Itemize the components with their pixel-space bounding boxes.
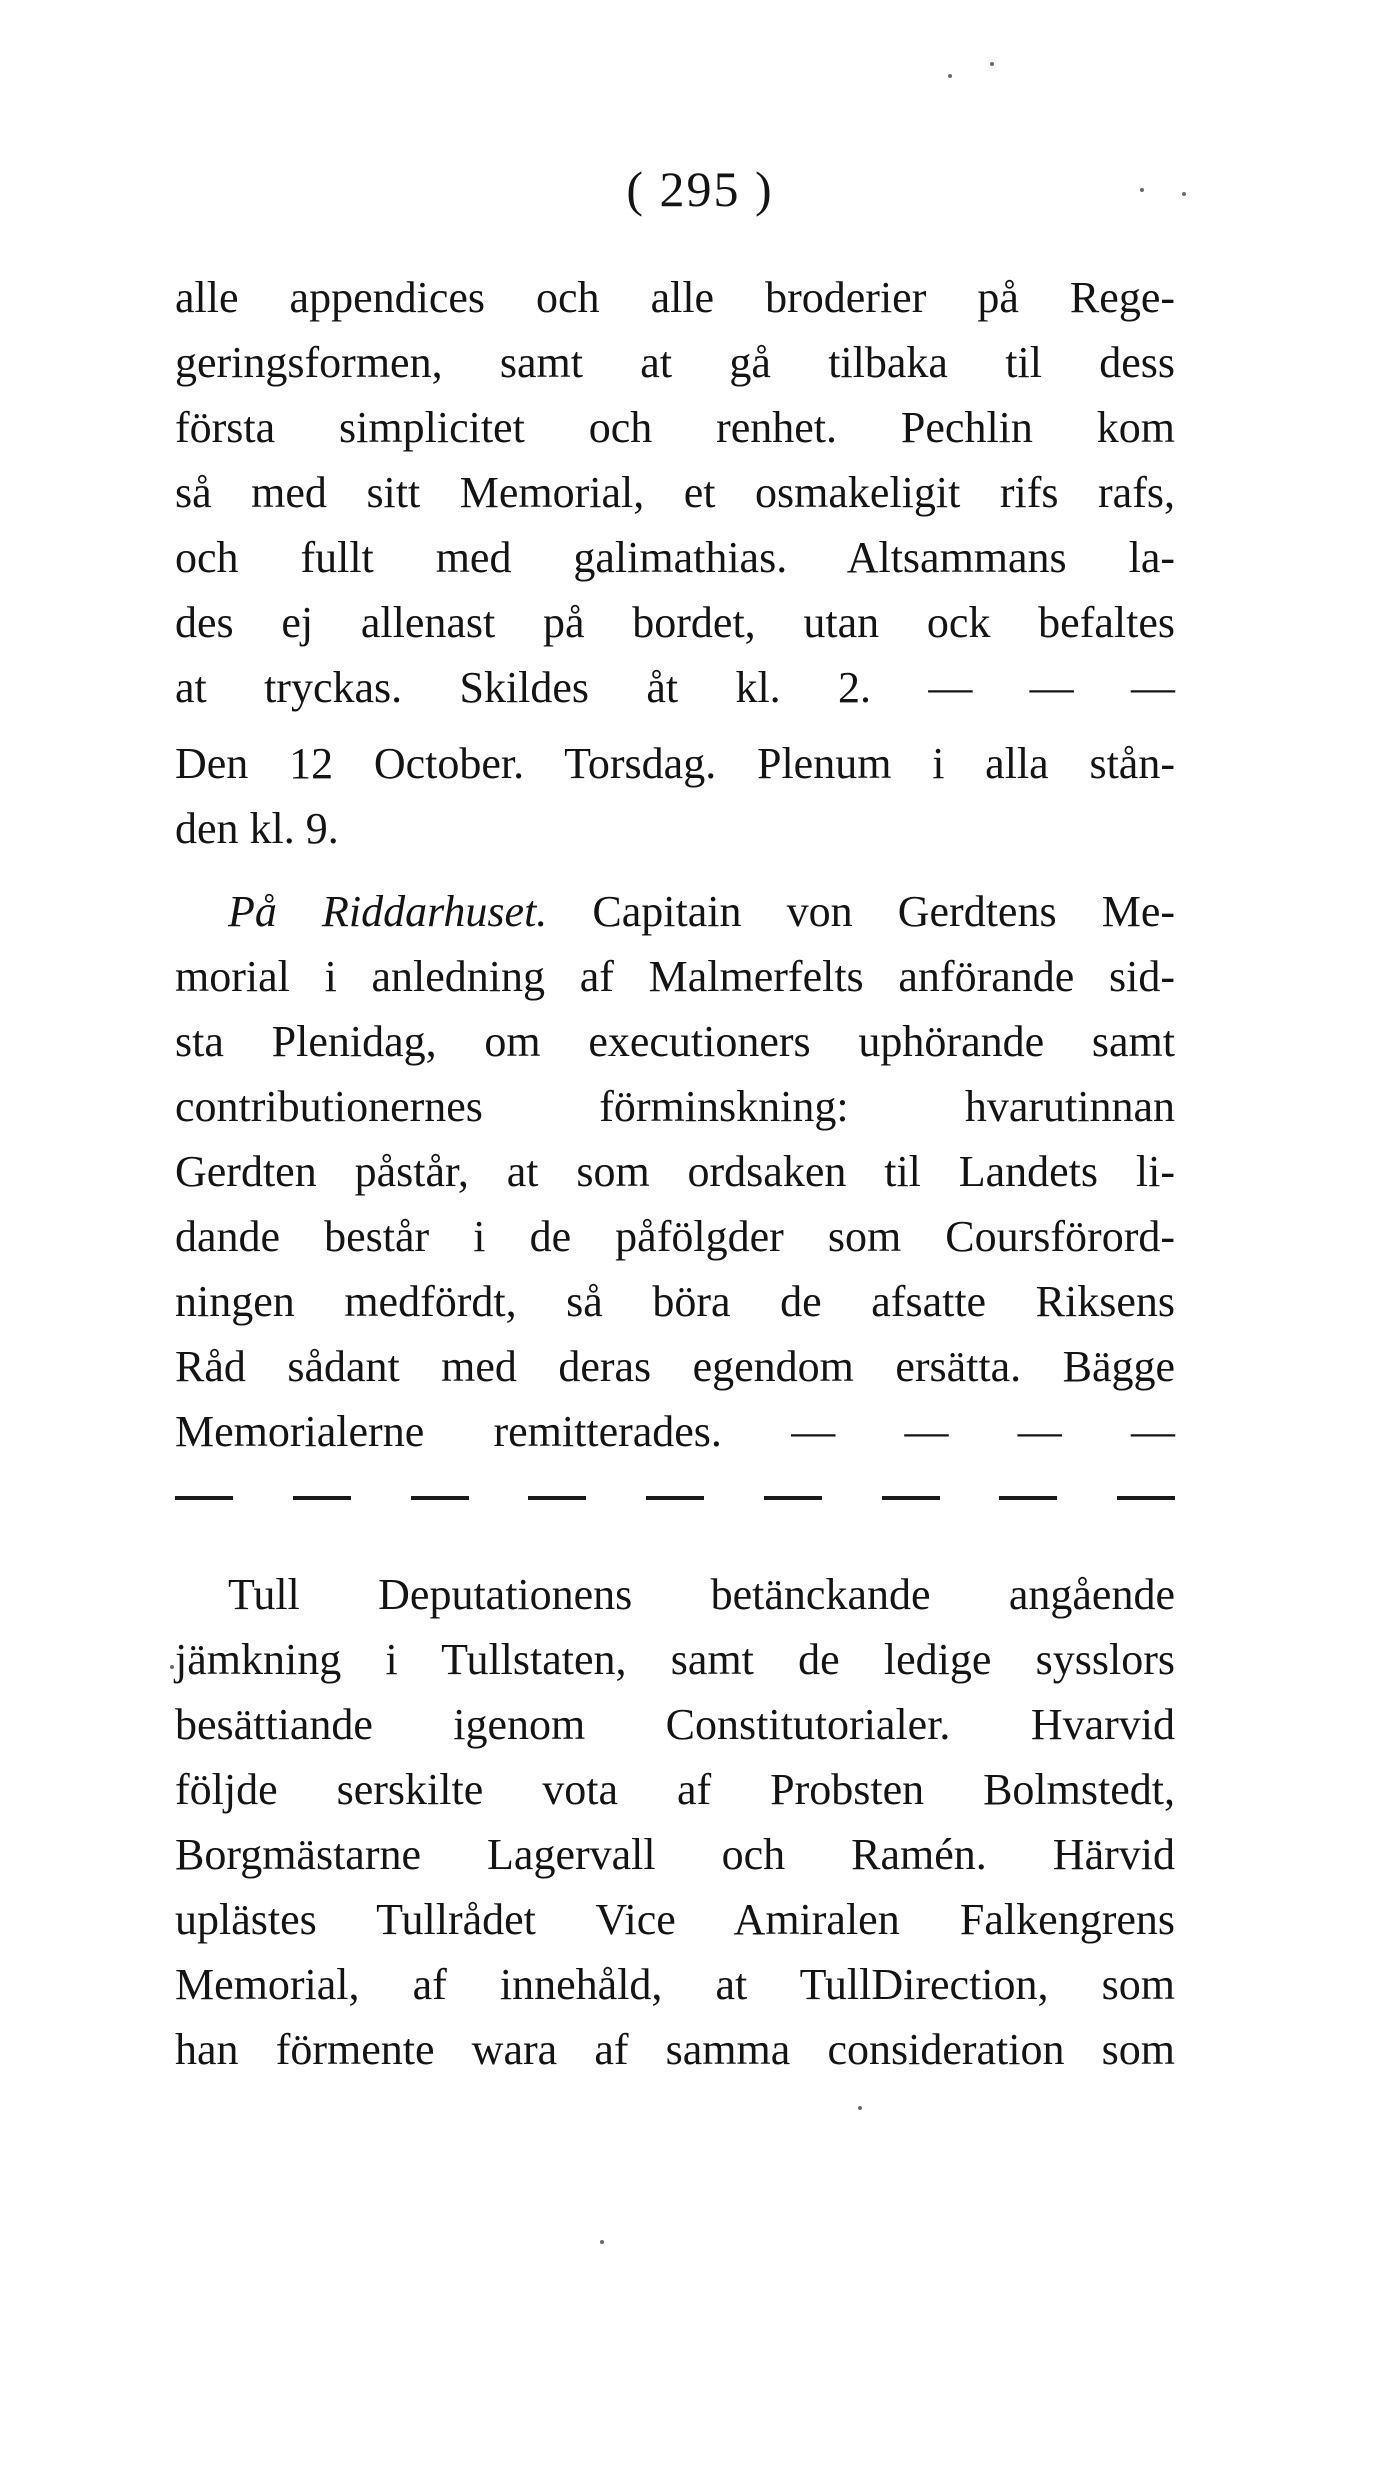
location-heading: På Riddarhuset. <box>228 887 548 936</box>
text-line: des ej allenast på bordet, utan ock befaltes <box>175 598 1175 647</box>
page-number-header: ( 295 ) <box>626 161 774 217</box>
scan-speck <box>600 2240 604 2244</box>
scan-speck <box>948 74 952 78</box>
separator-dash <box>999 1496 1057 1500</box>
scan-speck <box>170 1665 174 1669</box>
text-line: Memorialerne remitterades. — — — — <box>175 1407 1175 1456</box>
scan-speck <box>1140 188 1144 192</box>
text-line: Gerdten påstår, at som ordsaken til Landets li- <box>175 1147 1175 1196</box>
text-line: följde serskilte vota af Probsten Bolmstedt, <box>175 1765 1175 1814</box>
separator-dash <box>175 1496 233 1500</box>
text-line: han förmente wara af samma consideration som <box>175 2025 1175 2074</box>
text-line: Tull Deputationens betänckande angående <box>228 1570 1175 1619</box>
text-line: morial i anledning af Malmerfelts anförande sid- <box>175 952 1175 1001</box>
scan-speck <box>858 2106 862 2110</box>
text-line: alle appendices och alle broderier på Rege- <box>175 273 1175 322</box>
text-line: och fullt med galimathias. Altsammans la- <box>175 533 1175 582</box>
scan-speck <box>1182 192 1186 196</box>
separator-dash <box>293 1496 351 1500</box>
text-line: Memorial, af innehåld, at TullDirection, som <box>175 1960 1175 2009</box>
text-line: besättiande igenom Constitutorialer. Hvarvid <box>175 1700 1175 1749</box>
date-line: den kl. 9. <box>175 804 339 853</box>
separator-dash <box>528 1496 586 1500</box>
scan-speck <box>990 62 994 66</box>
text-line: Råd sådant med deras egendom ersätta. Bägge <box>175 1342 1175 1391</box>
text-line-rest: Capitain von Gerdtens Me- <box>547 887 1176 936</box>
text-line: ningen medfördt, så böra de afsatte Riksens <box>175 1277 1175 1326</box>
text-line: at tryckas. Skildes åt kl. 2. — — — <box>175 663 1175 712</box>
text-line: Borgmästarne Lagervall och Ramén. Härvid <box>175 1830 1175 1879</box>
text-line: uplästes Tullrådet Vice Amiralen Falkengrens <box>175 1895 1175 1944</box>
text-line <box>228 882 1175 942</box>
text-line: jämkning i Tullstaten, samt de ledige sysslors <box>175 1635 1175 1684</box>
text-line: dande består i de påfölgder som Coursförord- <box>175 1212 1175 1261</box>
section-separator <box>175 1493 1175 1503</box>
date-line: Den 12 October. Torsdag. Plenum i alla stån- <box>175 739 1175 788</box>
text-line: så med sitt Memorial, et osmakeligit rifs rafs, <box>175 468 1175 517</box>
separator-dash <box>882 1496 940 1500</box>
separator-dash <box>646 1496 704 1500</box>
text-line: sta Plenidag, om executioners uphörande samt <box>175 1017 1175 1066</box>
separator-dash <box>764 1496 822 1500</box>
text-line: contributionernes förminskning: hvarutinnan <box>175 1082 1175 1131</box>
separator-dash <box>1117 1496 1175 1500</box>
separator-dash <box>411 1496 469 1500</box>
text-line: geringsformen, samt at gå tilbaka til dess <box>175 338 1175 387</box>
text-line: första simplicitet och renhet. Pechlin kom <box>175 403 1175 452</box>
